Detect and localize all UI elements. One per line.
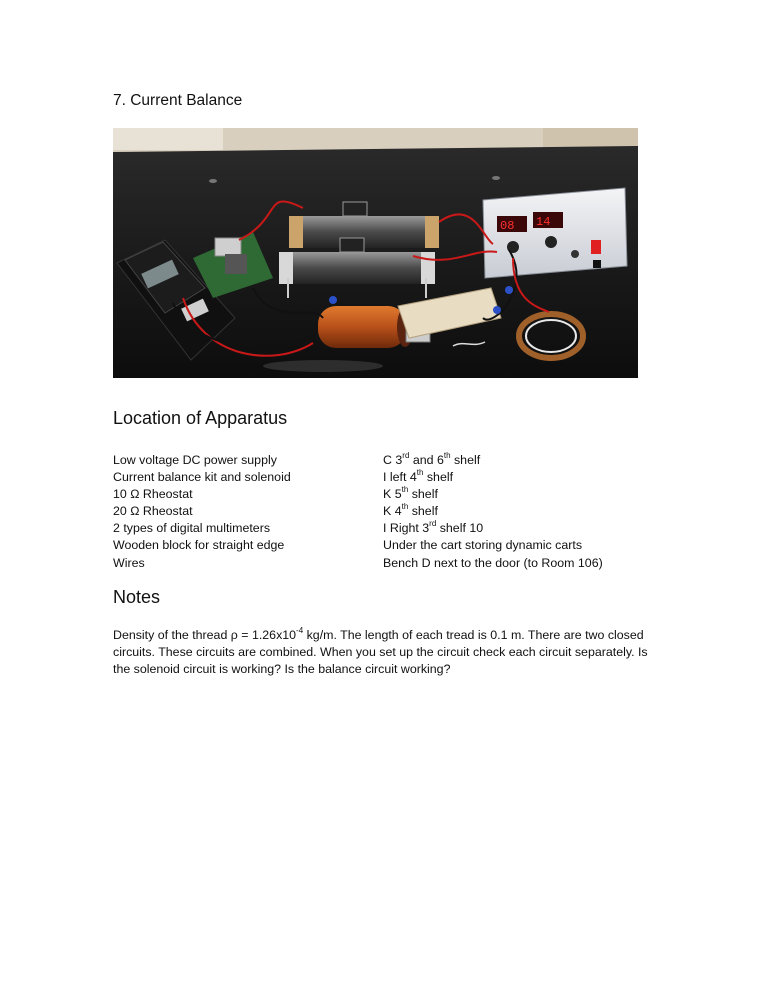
location-heading: Location of Apparatus — [113, 408, 288, 428]
apparatus-item: Wires — [113, 555, 145, 570]
apparatus-item: 2 types of digital multimeters — [113, 521, 271, 536]
supply-display-current: 14 — [536, 215, 551, 229]
location-item: I left 4th shelf — [383, 468, 454, 485]
apparatus-item: Current balance kit and solenoid — [113, 470, 291, 485]
location-item: K 4th shelf — [383, 502, 438, 519]
section-title: 7. Current Balance — [113, 92, 243, 109]
location-item: I Right 3rd shelf 10 — [383, 519, 484, 536]
apparatus-item: 20 Ω Rheostat — [113, 504, 193, 519]
location-item: Under the cart storing dynamic carts — [383, 538, 583, 553]
location-item: Bench D next to the door (to Room 106) — [383, 555, 603, 570]
apparatus-item: Low voltage DC power supply — [113, 453, 277, 467]
apparatus-item: Wooden block for straight edge — [113, 538, 285, 553]
location-list — [383, 452, 603, 572]
notes-heading: Notes — [113, 587, 161, 607]
supply-display-voltage: 08 — [500, 219, 515, 233]
location-item: C 3rd and 6th shelf — [383, 451, 481, 467]
notes-paragraph: Density of the thread $\rho = 1.26x10^{-4}$ kg/m. The length of each tread is 0.1 m. There are two closed circuits. These circuits are combined. When you set up the circuit check each circuit separately. Is the solenoid circuit is working? Is the balance circuit working? — [113, 626, 648, 677]
apparatus-item: 10 Ω Rheostat — [113, 487, 193, 502]
apparatus-list — [113, 452, 291, 572]
apparatus-photo — [113, 128, 638, 378]
location-item: K 5th shelf — [383, 485, 438, 502]
